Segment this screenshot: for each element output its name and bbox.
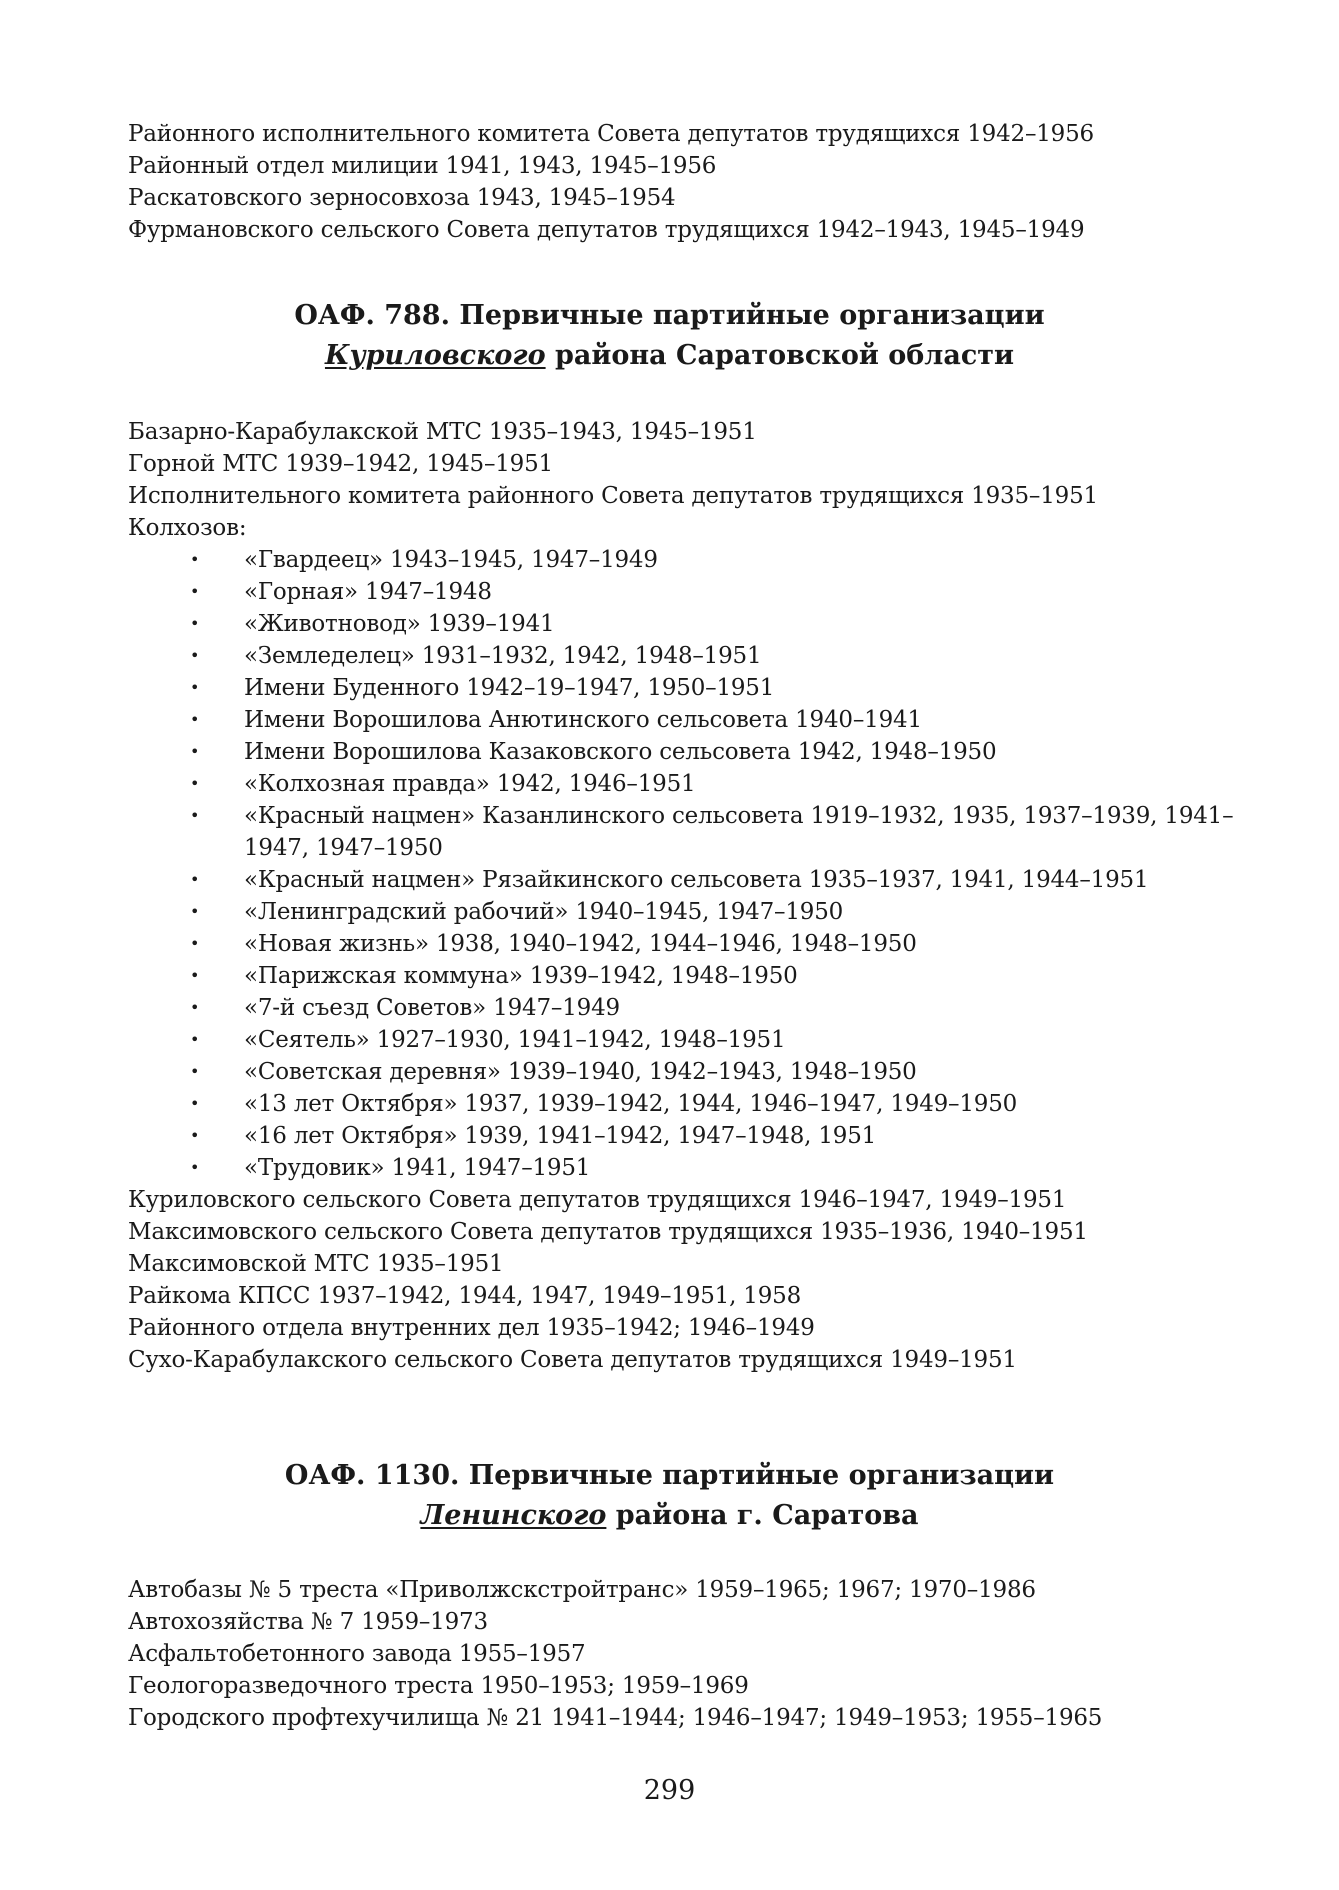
district-name: Ленинского: [420, 1500, 607, 1531]
text-line: Максимовского сельского Совета депутатов трудящихся 1935–1936, 1940–1951: [128, 1219, 1088, 1245]
text-line: Городского профтехучилища № 21 1941–1944; 1946–1947; 1949–1953; 1955–1965: [128, 1705, 1103, 1731]
bullet-icon: •: [190, 1126, 200, 1145]
section-subheading: [0, 1496, 1339, 1536]
bullet-icon: •: [190, 1094, 200, 1113]
bullet-icon: •: [190, 998, 200, 1017]
bullet-icon: •: [190, 1062, 200, 1081]
bullet-icon: •: [190, 902, 200, 921]
bullet-icon: •: [190, 934, 200, 953]
bullet-icon: •: [190, 710, 200, 729]
section-heading: ОАФ. 788. Первичные партийные организации: [294, 300, 1045, 331]
bullet-icon: •: [190, 806, 200, 825]
section-heading: ОАФ. 1130. Первичные партийные организации: [284, 1460, 1055, 1491]
text-line: Районного исполнительного комитета Совета депутатов трудящихся 1942–1956: [128, 121, 1094, 147]
text-line: Асфальтобетонного завода 1955–1957: [128, 1641, 586, 1667]
text-line: Сухо-Карабулакского сельского Совета депутатов трудящихся 1949–1951: [128, 1347, 1017, 1373]
bullet-icon: •: [190, 1158, 200, 1177]
text-line: Горной МТС 1939–1942, 1945–1951: [128, 451, 553, 477]
bullet-icon: •: [190, 646, 200, 665]
bullet-icon: •: [190, 870, 200, 889]
district-name: Куриловского: [324, 340, 546, 371]
text-line: Колхозов:: [128, 515, 247, 541]
text-line: Раскатовского зерносовхоза 1943, 1945–1954: [128, 185, 676, 211]
bullet-icon: •: [190, 742, 200, 761]
text-line: Исполнительного комитета районного Совета депутатов трудящихся 1935–1951: [128, 483, 1098, 509]
text-line: Базарно-Карабулакской МТС 1935–1943, 1945–1951: [128, 419, 757, 445]
text-line: Геологоразведочного треста 1950–1953; 1959–1969: [128, 1673, 749, 1699]
text-line: Куриловского сельского Совета депутатов трудящихся 1946–1947, 1949–1951: [128, 1187, 1067, 1213]
bullet-icon: •: [190, 678, 200, 697]
text-line: Райкома КПСС 1937–1942, 1944, 1947, 1949–1951, 1958: [128, 1283, 802, 1309]
bullet-icon: •: [190, 614, 200, 633]
section-subheading-rest: района г. Саратова: [606, 1500, 919, 1531]
text-line: Районного отдела внутренних дел 1935–1942; 1946–1949: [128, 1315, 815, 1341]
text-line: Максимовской МТС 1935–1951: [128, 1251, 504, 1277]
bullet-icon: •: [190, 550, 200, 569]
text-line: Фурмановского сельского Совета депутатов трудящихся 1942–1943, 1945–1949: [128, 217, 1085, 243]
bullet-icon: •: [190, 774, 200, 793]
text-line: Районный отдел милиции 1941, 1943, 1945–1956: [128, 153, 717, 179]
section-subheading-rest: района Саратовской области: [545, 340, 1015, 371]
text-line: Автохозяйства № 7 1959–1973: [128, 1609, 488, 1635]
page-number: 299: [643, 1775, 696, 1806]
bullet-icon: •: [190, 1030, 200, 1049]
document-page: Районного исполнительного комитета Совета депутатов трудящихся 1942–1956 Районный отдел милиции 1941, 1943, 1945–1956 Раскатовского зерносовхоза 1943, 1945–1954 Фурмановского сельского Совета депутатов трудящихся 1942–1943, 1945–1949 ОАФ. 788. Первичные партийные организации Куриловского района Саратовской области Базарно-Карабулакской МТС 1935–1943, 1945–1951 Горной МТС 1939–1942, 1945–1951 Исполнительного комитета районного Совета депутатов трудящихся 1935–1951 Колхозов: • «Гвардеец» 1943–1945, 1947–1949 • «Горная» 1947–1948 • «Животновод» 1939–1941 • «Земледелец» 1931–1932, 1942, 1948–1951 • Имени Буденного 1942–19–1947, 1950–1951 • Имени Ворошилова Анютинского сельсовета 1940–1941 • Имени Ворошилова Казаковского сельсовета 1942, 1948–1950 • «Колхозная правда» 1942, 1946–1951 • «Красный нацмен» Казанлинского сельсовета 1919–1932, 1935, 1937–1939, 1941– 1947, 1947–1950 • «Красный нацмен» Рязайкинского сельсовета 1935–1937, 1941, 1944–1951 • «Ленинградский рабочий» 1940–1945, 1947–1950 • «Новая жизнь» 1938, 1940–1942, 1944–1946, 1948–1950 • «Парижская коммуна» 1939–1942, 1948–1950 • «7-й съезд Советов» 1947–1949 • «Сеятель» 1927–1930, 1941–1942, 1948–1951 • «Советская деревня» 1939–1940, 1942–1943, 1948–1950 • «13 лет Октября» 1937, 1939–1942, 1944, 1946–1947, 1949–1950 • «16 лет Октября» 1939, 1941–1942, 1947–1948, 1951 • «Трудовик» 1941, 1947–1951 Куриловского сельского Совета депутатов трудящихся 1946–1947, 1949–1951 Максимовского сельского Совета депутатов трудящихся 1935–1936, 1940–1951 Максимовской МТС 1935–1951 Райкома КПСС 1937–1942, 1944, 1947, 1949–1951, 1958 Районного отдела внутренних дел 1935–1942; 1946–1949 Сухо-Карабулакского сельского Совета депутатов трудящихся 1949–1951 ОАФ. 1130. Первичные партийные организации Ленинского района г. Саратова Автобазы № 5 треста «Приволжскстройтранс» 1959–1965; 1967; 1970–1986 Автохозяйства № 7 1959–1973 Асфальтобетонного завода 1955–1957 Геологоразведочного треста 1950–1953; 1959–1969 Городского профтехучилища № 21 1941–1944; 1946–1947; 1949–1953; 1955–1965 299: [0, 0, 1339, 1890]
bullet-icon: •: [190, 966, 200, 985]
text-line: Автобазы № 5 треста «Приволжскстройтранс» 1959–1965; 1967; 1970–1986: [128, 1577, 1036, 1603]
bullet-icon: •: [190, 582, 200, 601]
section-subheading: [0, 336, 1339, 376]
